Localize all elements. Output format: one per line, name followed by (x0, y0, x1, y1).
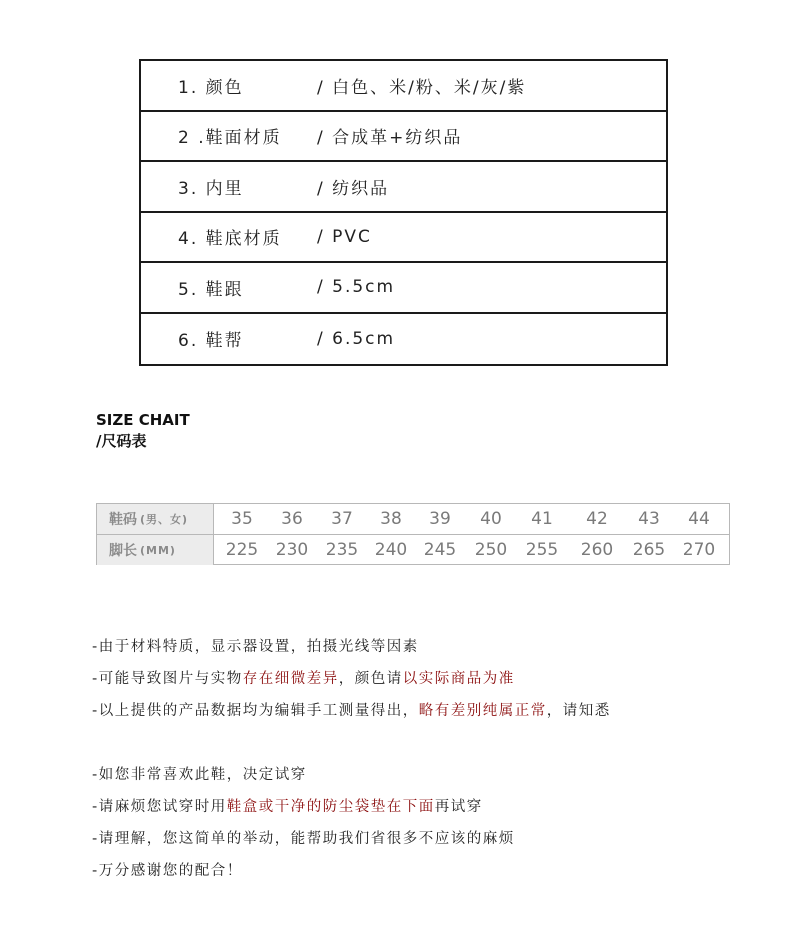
spec-label: 1. 颜色 (178, 77, 244, 98)
note-text: ，请知悉 (546, 703, 611, 719)
size-cell: 41 (531, 509, 553, 529)
note-text: -由于材料特质，显示器设置，拍摄光线等因素 (92, 639, 419, 655)
foot-length-cell: 255 (525, 540, 559, 560)
size-row (97, 504, 729, 534)
note-highlight: 存在细微差异 (242, 671, 339, 687)
foot-length-cell: 225 (225, 540, 259, 560)
foot-length-cells (214, 535, 729, 565)
note-text: -以上提供的产品数据均为编辑手工测量得出， (92, 703, 419, 719)
spec-table (139, 59, 668, 366)
foot-length-cell: 265 (632, 540, 666, 560)
note-text: -万分感谢您的配合！ (92, 863, 243, 879)
spec-value: / PVC (317, 226, 372, 247)
spec-row-heel (141, 263, 666, 314)
size-cell: 43 (638, 509, 660, 529)
note-line (92, 700, 611, 732)
size-row-header-label: 鞋码 (109, 512, 137, 528)
spec-label: 3. 内里 (178, 178, 244, 199)
note-line (92, 668, 611, 700)
spec-label: 2 .鞋面材质 (178, 128, 282, 149)
note-line (92, 764, 611, 796)
size-row-header (97, 504, 214, 534)
spec-label: 4. 鞋底材质 (178, 229, 282, 250)
size-cell: 42 (586, 509, 608, 529)
size-cells (214, 504, 729, 534)
spec-row-color (141, 61, 666, 112)
size-cell: 39 (429, 509, 451, 529)
note-text: -可能导致图片与实物 (92, 671, 243, 687)
foot-length-row (97, 534, 729, 565)
spec-row-lining (141, 162, 666, 213)
note-highlight: 略有差别纯属正常 (418, 703, 547, 719)
note-text: -请理解，您这简单的举动，能帮助我们省很多不应该的麻烦 (92, 831, 515, 847)
note-text: 再试穿 (434, 799, 483, 815)
spec-value: / 5.5cm (317, 277, 396, 298)
note-highlight: 以实际商品为准 (402, 671, 515, 687)
size-cell: 38 (380, 509, 402, 529)
size-cell: 37 (331, 509, 353, 529)
size-chart-title (96, 410, 190, 452)
spec-value: / 纺织品 (317, 178, 390, 199)
note-text: -请麻烦您试穿时用 (92, 799, 227, 815)
spec-value: / 6.5cm (317, 328, 396, 349)
size-cell: 40 (480, 509, 502, 529)
note-line (92, 636, 611, 668)
size-row-header-sub: (男、女) (140, 513, 189, 526)
spec-row-sole-material (141, 213, 666, 264)
spec-value: / 合成革+纺织品 (317, 128, 463, 149)
size-chart-title-cn: /尺码表 (96, 432, 147, 450)
size-chart-title-en: SIZE CHAIT (96, 411, 190, 429)
spec-row-shaft (141, 314, 666, 365)
spec-label: 6. 鞋帮 (178, 331, 244, 352)
note-text: -如您非常喜欢此鞋，决定试穿 (92, 767, 307, 783)
note-text: ，颜色请 (338, 671, 403, 687)
foot-length-cell: 240 (374, 540, 408, 560)
size-cell: 35 (231, 509, 253, 529)
spec-row-upper-material (141, 112, 666, 163)
note-line (92, 828, 611, 860)
spec-value: / 白色、米/粉、米/灰/紫 (317, 77, 527, 98)
spec-label: 5. 鞋跟 (178, 279, 244, 300)
foot-length-cell: 230 (275, 540, 309, 560)
notes-group-disclaimer (92, 636, 611, 732)
note-highlight: 鞋盒或干净的防尘袋垫在下面 (226, 799, 435, 815)
note-line (92, 860, 611, 892)
foot-length-row-header-sub: (MM) (140, 543, 176, 557)
notes (92, 636, 611, 892)
size-table (96, 503, 730, 565)
foot-length-row-header (97, 535, 214, 565)
foot-length-cell: 235 (325, 540, 359, 560)
foot-length-cell: 245 (423, 540, 457, 560)
foot-length-cell: 270 (682, 540, 716, 560)
foot-length-cell: 260 (580, 540, 614, 560)
notes-group-try-on (92, 764, 611, 892)
size-cell: 36 (281, 509, 303, 529)
foot-length-row-header-label: 脚长 (109, 543, 137, 559)
foot-length-cell: 250 (474, 540, 508, 560)
size-cell: 44 (688, 509, 710, 529)
note-line (92, 796, 611, 828)
